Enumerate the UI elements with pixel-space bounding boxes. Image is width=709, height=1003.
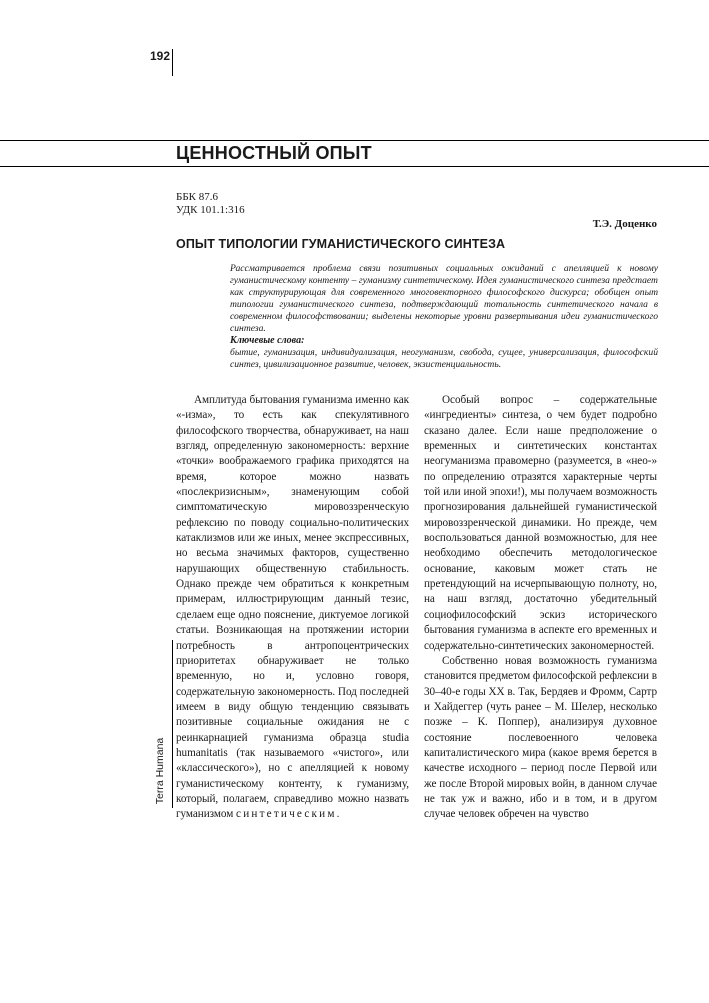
body-column-right xyxy=(424,393,657,823)
article-author: Т.Э. Доценко xyxy=(592,218,657,230)
journal-name: Terra Humana xyxy=(154,737,166,805)
section-title: ЦЕННОСТНЫЙ ОПЫТ xyxy=(176,143,372,163)
article-abstract: Рассматривается проблема связи позитивных социальных ожиданий с апелляцией к новому гуманистическому контенту – гуманизму синтетическому. Идея гуманистического синтеза предстает как структурирующая для современного многовекторного философского дискурса; обобщен опыт типологии гуманистического синтеза, подтверждающий тотальность синтетического начала в современном философствовании; выделены некоторые уровни развертывания идеи гуманистического синтеза. xyxy=(230,263,658,335)
body-paragraph: Собственно новая возможность гуманизма становится предметом философской рефлексии в 30–40-е годы XX в. Так, Бердяев и Фромм, Сартр и Хайдеггер (чуть ранее – М. Шелер, несколько позже – К. Поппер), анализируя духовное состояние послевоенного человека капиталистического мира (какое время берется в качестве исходного – период после Первой или же после Второй мировых войн, в данном случае не так уж и важно, ибо и в том, и в другом случае человек обречен на чувство xyxy=(424,654,657,821)
keywords-list: бытие, гуманизация, индивидуализация, неогуманизм, свобода, сущее, универсализация, философский синтез, цивилизационное развитие, человек, экзистенциальность. xyxy=(230,347,658,370)
section-rule-top xyxy=(0,140,709,141)
bbk-code: ББК 87.6 xyxy=(176,191,218,203)
page-number: 192 xyxy=(150,49,171,63)
article-title: ОПЫТ ТИПОЛОГИИ ГУМАНИСТИЧЕСКОГО СИНТЕЗА xyxy=(176,237,506,251)
classification-codes xyxy=(176,191,245,217)
udk-code: УДК 101.1:316 xyxy=(176,204,245,216)
emphasized-word: синтетическим. xyxy=(236,808,342,821)
keywords-label: Ключевые слова: xyxy=(230,335,305,346)
body-paragraph xyxy=(176,393,409,823)
header-divider xyxy=(172,49,173,76)
body-paragraph: Особый вопрос – содержательные «ингредиенты» синтеза, о чем будет подробно сказано далее. Если наше предположение о временных и синтетических константах неогуманизма правомерно (разумеется, в «нео-» по определению отразятся характерные черты той или иной эпохи!), мы получаем возможность прогнозирования дальнейшей гуманистической мировоззренческой динамики. Но прежде, чем воспользоваться данной возможностью, для нее необходимо обеспечить методологическое основание, каковым может стать не претендующий на исчерпывающую полноту, но, на наш взгляд, достаточно убедительный социофилософский эскиз исторического бытования гуманизма в аспекте его временных и содержательно-синтетических закономерностей. xyxy=(424,394,657,652)
body-paragraph-text: Амплитуда бытования гуманизма именно как «-изма», то есть как спекулятивного философского творчества, обнаруживает, на наш взгляд, определенную закономерность: верхние «точки» воображаемого графика приходятся на время, которое можно назвать «послекризисным», знаменующим собой симптоматическую мировоззренческую рефлексию по поводу социально-политических катаклизмов или же иных, менее экспрессивных, но весьма значимых факторов, существенно нарушающих общественную стабильность. Однако прежде чем обратиться к конкретным примерам, иллюстрирующим данный тезис, сделаем еще одно пояснение, диктуемое логикой статьи. Возникающая на протяжении истории потребность в антропоцентрических приоритетах обнаруживает не только временную, но и, условно говоря, содержательную закономерность. Под последней имеем в виду общую тенденцию связывать позитивные социальные ожидания не с реинкарнацией гуманизма образца studia humanitatis (так называемого «чистого», или «классического»), но с апелляцией к новому гуманистическому контенту, к гуманизму, который, полагаем, справедливо можно назвать гуманизмом xyxy=(176,394,409,821)
body-column-left xyxy=(176,393,409,823)
margin-divider xyxy=(172,640,173,808)
section-rule-bottom xyxy=(0,166,709,167)
